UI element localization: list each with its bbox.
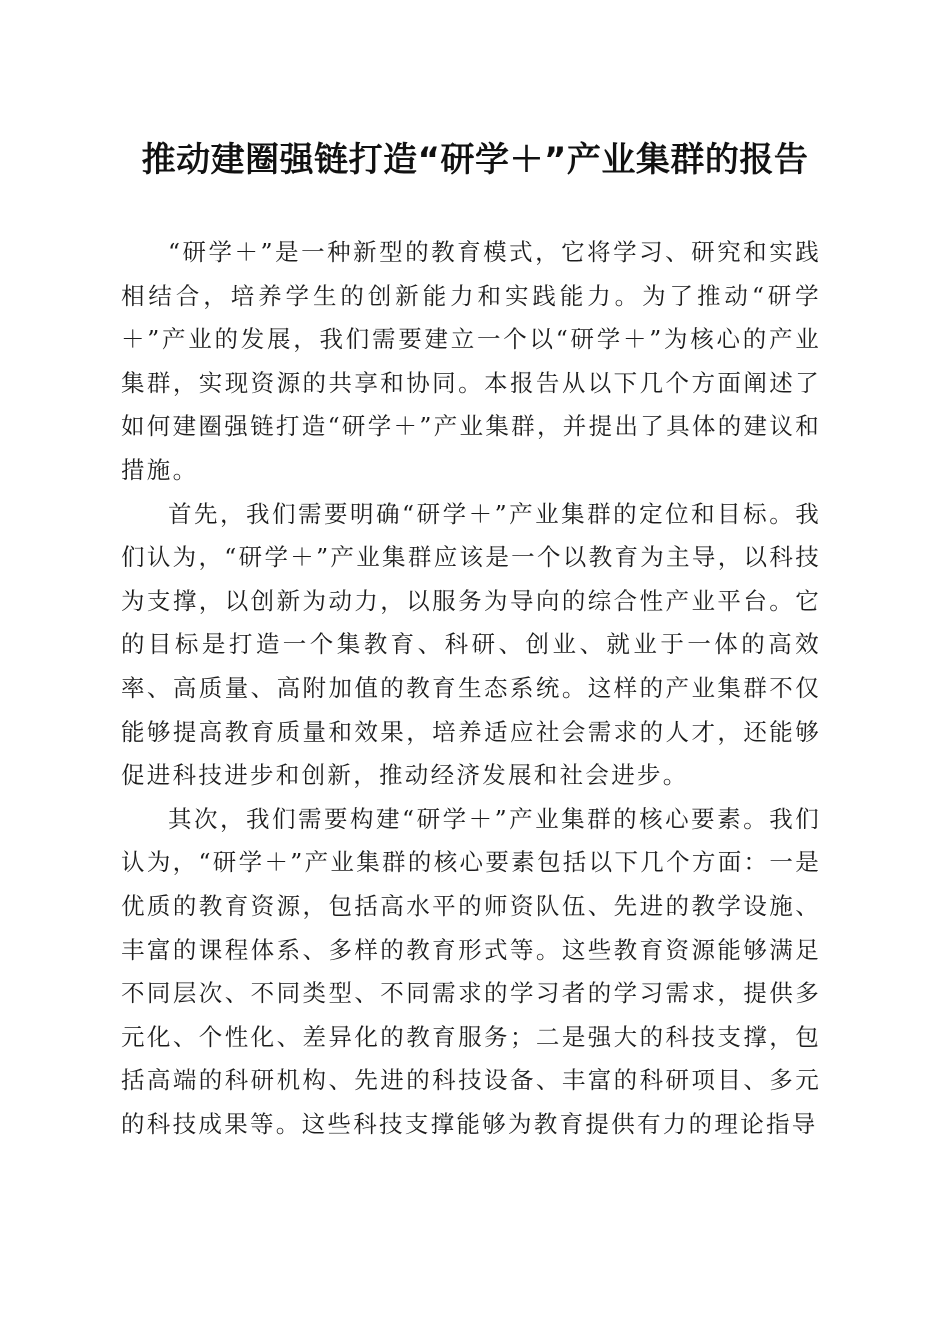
paragraph-core-elements: 其次，我们需要构建“研学＋”产业集群的核心要素。我们认为，“研学＋”产业集群的核心要素包括以下几个方面：一是优质的教育资源，包括高水平的师资队伍、先进的教学设施、丰富的课程体系、多样的教育形式等。这些教育资源能够满足不同层次、不同类型、不同需求的学习者的学习需求，提供多元化、个性化、差异化的教育服务；二是强大的科技支撑，包括高端的科研机构、先进的科技设备、丰富的科研项目、多元的科技成果等。这些科技支撑能够为教育提供有力的理论指导: [121, 804, 821, 1138]
paragraph-positioning: 首先，我们需要明确“研学＋”产业集群的定位和目标。我们认为，“研学＋”产业集群应该是一个以教育为主导，以科技为支撑，以创新为动力，以服务为导向的综合性产业平台。它的目标是打造一个集教育、科研、创业、就业于一体的高效率、高质量、高附加值的教育生态系统。这样的产业集群不仅能够提高教育质量和效果，培养适应社会需求的人才，还能够促进科技进步和创新，推动经济发展和社会进步。: [121, 499, 821, 790]
paragraph-intro: “研学＋”是一种新型的教育模式，它将学习、研究和实践相结合，培养学生的创新能力和实践能力。为了推动“研学＋”产业的发展，我们需要建立一个以“研学＋”为核心的产业集群，实现资源的共享和协同。本报告从以下几个方面阐述了如何建圈强链打造“研学＋”产业集群，并提出了具体的建议和措施。: [121, 238, 821, 484]
document-body: [121, 231, 821, 1146]
document-title: 推动建圈强链打造“研学＋”产业集群的报告: [141, 140, 809, 180]
